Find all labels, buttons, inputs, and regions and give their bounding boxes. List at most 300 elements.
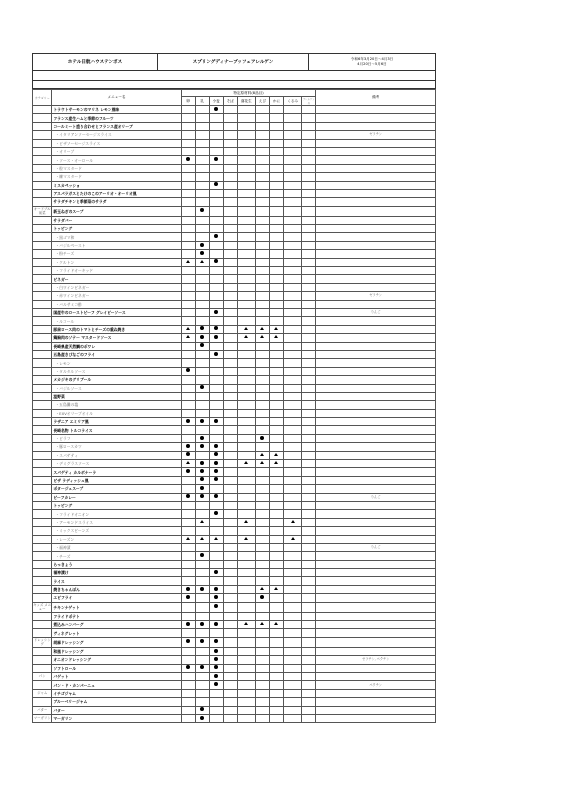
table-row [33,156,436,164]
menu-name: ・アーモンドスライス [52,518,181,526]
contains-mark [214,682,218,686]
blank-row [32,81,436,89]
allergen-cell [181,359,195,367]
allergen-cell [283,409,301,417]
row-category [33,258,52,266]
table-row [33,384,436,392]
allergen-cell [237,664,255,672]
menu-name: ・ピザソーセージスライス [52,139,181,147]
table-row [33,418,436,426]
allergen-cell [223,241,237,249]
allergen-cell [302,476,316,484]
allergen-cell [181,493,195,501]
allergen-cell [283,401,301,409]
allergen-cell [223,698,237,706]
allergen-header: 小麦 [209,97,223,106]
allergen-cell [255,250,269,258]
allergen-cell [181,706,195,714]
row-category [33,418,52,426]
allergen-cell [283,518,301,526]
allergen-cell [209,426,223,434]
allergen-cell [269,206,283,216]
allergen-cell [269,527,283,535]
row-category [33,106,52,114]
allergen-cell [283,198,301,206]
allergen-cell [269,673,283,681]
allergen-cell [181,114,195,122]
allergen-cell [269,501,283,509]
allergen-cell [302,418,316,426]
allergen-cell [237,359,255,367]
allergen-cell [302,602,316,612]
allergen-cell [255,317,269,325]
allergen-cell [255,656,269,664]
row-remarks [316,392,436,400]
allergen-cell [195,569,209,577]
allergen-cell [269,216,283,224]
allergen-cell [195,308,209,316]
allergen-cell [195,673,209,681]
row-remarks [316,510,436,518]
table-row [33,401,436,409]
menu-name: 胡麻ドレッシング [52,637,181,647]
allergen-cell [237,384,255,392]
may-contain-mark [186,461,190,464]
allergen-cell [181,206,195,216]
row-category [33,164,52,172]
allergen-cell [223,275,237,283]
allergen-cell [223,258,237,266]
table-row [33,334,436,342]
allergen-cell [223,122,237,130]
allergen-cell [181,367,195,375]
allergen-cell [209,392,223,400]
menu-name: 国産牛のローストビーフ グレイビーソース [52,308,181,316]
allergen-cell [237,292,255,300]
table-row [33,647,436,655]
menu-name: 温野菜 [52,392,181,400]
table-row [33,656,436,664]
row-category [33,535,52,543]
period-line-2: 4月20日～5月6日 [357,62,387,66]
allergen-cell [302,367,316,375]
row-category [33,189,52,197]
allergen-cell [283,689,301,697]
allergen-header: かに [269,97,283,106]
row-category [33,216,52,224]
allergen-cell [223,233,237,241]
allergen-cell [269,585,283,593]
allergen-cell [195,225,209,233]
allergen-cell [209,350,223,358]
allergen-cell [302,443,316,451]
allergen-cell [255,629,269,637]
allergen-cell [237,698,255,706]
contains-mark [214,234,218,238]
allergen-cell [255,198,269,206]
table-row [33,485,436,493]
allergen-cell [269,300,283,308]
row-remarks [316,689,436,697]
menu-name: マーガリン [52,714,181,722]
row-category [33,359,52,367]
contains-mark [200,477,204,481]
allergen-cell [181,334,195,342]
allergen-cell [255,681,269,689]
allergen-cell [237,376,255,384]
allergen-cell [195,451,209,459]
allergen-sheet [32,53,436,723]
allergen-cell [302,647,316,655]
menu-name: ビネガー [52,275,181,283]
table-row [33,543,436,551]
contains-mark [214,570,218,574]
menu-name: フランス産生ハムと季節のフルーツ [52,114,181,122]
contains-mark [200,622,204,626]
row-category [33,664,52,672]
contains-mark [214,622,218,626]
menu-name: バゲット [52,673,181,681]
allergen-cell [283,451,301,459]
allergen-cell [283,621,301,629]
allergen-cell [283,714,301,722]
allergen-cell [181,267,195,275]
allergen-cell [302,698,316,706]
allergen-cell [283,392,301,400]
allergen-cell [181,594,195,602]
row-remarks [316,418,436,426]
row-remarks [316,621,436,629]
allergen-cell [255,418,269,426]
allergen-cell [255,518,269,526]
allergen-cell [223,225,237,233]
allergen-cell [255,216,269,224]
allergen-cell [237,443,255,451]
allergen-cell [195,181,209,189]
allergen-cell [255,647,269,655]
allergen-cell [223,342,237,350]
allergen-cell [269,476,283,484]
allergen-cell [283,637,301,647]
allergen-cell [181,173,195,181]
allergen-cell [269,443,283,451]
table-row [33,308,436,316]
allergen-cell [255,275,269,283]
allergen-cell [255,300,269,308]
contains-mark [214,310,218,314]
allergen-cell [223,664,237,672]
row-category [33,317,52,325]
allergen-cell [302,376,316,384]
row-remarks [316,673,436,681]
row-category [33,647,52,655]
allergen-cell [302,612,316,620]
table-row [33,637,436,647]
menu-name: 長崎名物 トルコライス [52,426,181,434]
allergen-cell [269,334,283,342]
allergen-cell [269,681,283,689]
allergen-cell [237,637,255,647]
row-category [33,434,52,442]
contains-mark [214,511,218,515]
allergen-cell [302,300,316,308]
allergen-cell [302,384,316,392]
allergen-cell [209,181,223,189]
row-remarks [316,560,436,568]
menu-name: ・ミックスビーンズ [52,527,181,535]
allergen-cell [237,569,255,577]
table-row [33,409,436,417]
allergen-cell [283,501,301,509]
row-remarks [316,485,436,493]
allergen-cell [237,367,255,375]
row-category: オードブル 前菜 [33,206,51,216]
may-contain-mark [260,622,264,625]
contains-mark [214,157,218,161]
allergen-cell [223,216,237,224]
allergen-cell [269,664,283,672]
row-remarks [316,350,436,358]
allergen-cell [209,656,223,664]
menu-name: 福神漬け [52,569,181,577]
table-row [33,460,436,468]
allergen-cell [255,426,269,434]
contains-mark [260,595,264,599]
allergen-cell [209,122,223,130]
allergen-cell [181,122,195,130]
allergen-cell [283,560,301,568]
contains-mark [214,665,218,669]
allergen-cell [255,189,269,197]
allergen-cell [283,181,301,189]
allergen-cell [223,569,237,577]
contains-mark [200,419,204,423]
allergen-cell [181,612,195,620]
row-category [33,283,52,291]
allergen-cell [195,468,209,476]
row-remarks [316,501,436,509]
menu-name: らっきょう [52,560,181,568]
allergen-cell [283,367,301,375]
table-row [33,139,436,147]
allergen-cell [195,647,209,655]
allergen-cell [237,164,255,172]
allergen-cell [209,325,223,333]
allergen-cell [269,114,283,122]
table-row [33,275,436,283]
allergen-cell [269,560,283,568]
allergen-cell [255,139,269,147]
allergen-cell [195,493,209,501]
may-contain-mark [260,461,264,464]
table-row [33,258,436,266]
allergen-cell [181,460,195,468]
allergen-cell [223,476,237,484]
allergen-cell [255,485,269,493]
allergen-cell [237,139,255,147]
menu-name: エビフライ [52,594,181,602]
allergen-cell [223,267,237,275]
allergen-cell [223,434,237,442]
menu-name: ・タルタルソース [52,367,181,375]
may-contain-mark [244,537,248,540]
allergen-cell [209,698,223,706]
allergen-cell [181,485,195,493]
row-category: バター [33,706,52,714]
contains-mark [186,157,190,161]
may-contain-mark [260,335,264,338]
table-row [33,664,436,672]
may-contain-mark [244,622,248,625]
contains-mark [200,707,204,711]
allergen-cell [255,334,269,342]
allergen-cell [283,241,301,249]
menu-name: 鶏胸肉のソテー マスタードソース [52,334,181,342]
table-row [33,376,436,384]
menu-name: ビーフカレー [52,493,181,501]
allergen-cell [195,621,209,629]
allergen-cell [237,325,255,333]
allergen-cell [223,359,237,367]
allergen-cell [195,602,209,612]
allergen-cell [255,114,269,122]
allergen-cell [237,300,255,308]
allergen-cell [302,434,316,442]
allergen-cell [181,443,195,451]
allergen-cell [237,233,255,241]
allergen-cell [302,664,316,672]
allergen-cell [255,122,269,130]
menu-name: トラウトサーモンのマリネ レモン風味 [52,106,181,114]
allergen-cell [209,647,223,655]
allergen-cell [195,612,209,620]
table-row [33,535,436,543]
allergen-cell [181,392,195,400]
menu-name: ・福神漬 [52,543,181,551]
table-row [33,106,436,114]
contains-mark [200,553,204,557]
allergen-cell [181,300,195,308]
contains-mark [186,587,190,591]
allergen-cell [195,342,209,350]
table-row [33,359,436,367]
allergen-cell [269,714,283,722]
event-period [309,54,435,70]
allergen-cell [237,714,255,722]
allergen-cell [269,181,283,189]
allergen-cell [237,451,255,459]
allergen-cell [237,673,255,681]
allergen-cell [209,585,223,593]
allergen-cell [223,689,237,697]
allergen-cell [195,434,209,442]
allergen-cell [283,552,301,560]
allergen-cell [195,325,209,333]
menu-name: ・ルコール [52,317,181,325]
allergen-cell [302,206,316,216]
allergen-cell [283,376,301,384]
allergen-cell [209,206,223,216]
allergen-cell [195,629,209,637]
table-row [33,560,436,568]
allergen-cell [181,501,195,509]
allergen-cell [223,206,237,216]
allergen-cell [195,367,209,375]
row-remarks [316,535,436,543]
remarks-header: 備考 [316,90,436,106]
row-category [33,681,52,689]
allergen-cell [209,241,223,249]
allergen-cell [209,156,223,164]
allergen-cell [195,147,209,155]
allergen-cell [302,468,316,476]
allergen-cell [269,241,283,249]
row-category [33,156,52,164]
table-row [33,392,436,400]
row-category [33,451,52,459]
allergen-cell [283,122,301,130]
contains-mark [214,494,218,498]
allergen-cell [237,706,255,714]
row-category [33,560,52,568]
menu-name: ・スパゲティ [52,451,181,459]
allergen-cell [269,106,283,114]
allergen-cell [283,577,301,585]
allergen-cell [269,621,283,629]
allergen-cell [223,577,237,585]
row-remarks [316,342,436,350]
may-contain-mark [274,461,278,464]
allergen-cell [181,664,195,672]
allergen-cell [195,258,209,266]
allergen-cell [195,198,209,206]
allergen-cell [223,173,237,181]
contains-mark [214,469,218,473]
allergen-cell [195,714,209,722]
allergen-cell [283,334,301,342]
menu-name: ・レーズン [52,535,181,543]
allergen-cell [269,250,283,258]
contains-mark [214,259,218,263]
allergen-cell [195,418,209,426]
allergen-cell [195,156,209,164]
row-category: ドレッシング [33,637,51,647]
allergen-cell [223,706,237,714]
row-category [33,552,52,560]
allergen-cell [269,317,283,325]
allergen-cell [255,698,269,706]
menu-name: パン・ド・カンパーニュ [52,681,181,689]
allergen-cell [237,585,255,593]
allergen-cell [283,418,301,426]
allergen-cell [237,552,255,560]
contains-mark [186,469,190,473]
allergen-cell [181,560,195,568]
row-remarks [316,233,436,241]
allergen-cell [269,292,283,300]
allergen-cell [269,535,283,543]
row-remarks [316,325,436,333]
allergen-cell [195,334,209,342]
allergen-cell [223,602,237,612]
allergen-cell [209,198,223,206]
allergen-cell [237,460,255,468]
row-remarks [316,198,436,206]
allergen-cell [237,392,255,400]
allergen-cell [223,681,237,689]
allergen-cell [237,518,255,526]
allergen-cell [269,275,283,283]
